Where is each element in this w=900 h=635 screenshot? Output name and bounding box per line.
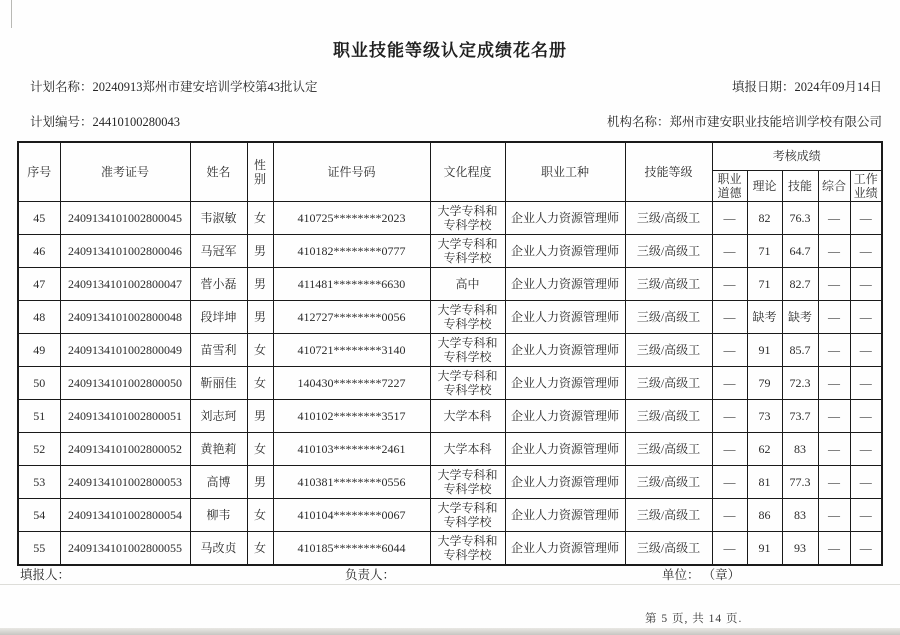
cell-occupation: 企业人力资源管理师: [505, 499, 625, 532]
cell-ticket: 2409134101002800050: [60, 367, 190, 400]
cell-work: —: [850, 499, 882, 532]
cell-edu: 大学专科和专科学校: [430, 235, 505, 268]
cell-comprehensive: —: [818, 400, 850, 433]
table-row: [18, 400, 882, 433]
cell-occupation: 企业人力资源管理师: [505, 400, 625, 433]
cell-comprehensive: —: [818, 367, 850, 400]
table-row: [18, 367, 882, 400]
col-header-ethics: 职业道德: [712, 170, 747, 202]
cell-edu: 大学本科: [430, 433, 505, 466]
cell-name: 苗雪利: [190, 334, 247, 367]
cell-comprehensive: —: [818, 301, 850, 334]
cell-edu: 大学专科和专科学校: [430, 301, 505, 334]
fill-date-label: 填报日期：: [731, 80, 795, 94]
cell-id: 410721********3140: [273, 334, 430, 367]
page-title: 职业技能等级认定成绩花名册: [333, 41, 567, 60]
table-row: [18, 235, 882, 268]
col-header-edu: 文化程度: [430, 142, 505, 202]
cell-ethics: —: [712, 466, 747, 499]
cell-ticket: 2409134101002800045: [60, 202, 190, 235]
plan-name-value: 20240913郑州市建安培训学校第43批认定: [92, 80, 318, 94]
cell-occupation: 企业人力资源管理师: [505, 268, 625, 301]
cell-level: 三级/高级工: [625, 202, 712, 235]
cell-theory: 71: [747, 235, 782, 268]
cell-skill: 85.7: [782, 334, 818, 367]
org-field: [607, 112, 882, 130]
cell-ethics: —: [712, 301, 747, 334]
table-row: [18, 466, 882, 499]
cell-gender: 男: [247, 466, 273, 499]
cell-seq: 52: [18, 433, 60, 466]
meta-row-plan: [0, 77, 900, 95]
cell-occupation: 企业人力资源管理师: [505, 433, 625, 466]
table-row: [18, 268, 882, 301]
cell-occupation: 企业人力资源管理师: [505, 202, 625, 235]
cell-id: 410103********2461: [273, 433, 430, 466]
col-header-name: 姓名: [190, 142, 247, 202]
cell-ethics: —: [712, 367, 747, 400]
col-header-score-group: 考核成绩: [712, 142, 882, 170]
col-header-gender: 性别: [247, 142, 273, 202]
cell-ethics: —: [712, 499, 747, 532]
cell-gender: 男: [247, 235, 273, 268]
cell-work: —: [850, 400, 882, 433]
cell-name: 段坢坤: [190, 301, 247, 334]
cell-name: 高博: [190, 466, 247, 499]
header-row-1: [18, 142, 882, 170]
cell-ethics: —: [712, 334, 747, 367]
cell-id: 140430********7227: [273, 367, 430, 400]
cell-theory: 91: [747, 334, 782, 367]
cell-ticket: 2409134101002800047: [60, 268, 190, 301]
cell-occupation: 企业人力资源管理师: [505, 367, 625, 400]
plan-no-field: [30, 112, 180, 130]
cell-edu: 大学专科和专科学校: [430, 367, 505, 400]
scan-artifact-left-edge: [11, 0, 12, 28]
cell-work: —: [850, 235, 882, 268]
cell-gender: 女: [247, 367, 273, 400]
cell-theory: 81: [747, 466, 782, 499]
cell-id: 410104********0067: [273, 499, 430, 532]
cell-ethics: —: [712, 202, 747, 235]
cell-ticket: 2409134101002800052: [60, 433, 190, 466]
table-row: [18, 433, 882, 466]
cell-gender: 女: [247, 433, 273, 466]
cell-name: 刘志珂: [190, 400, 247, 433]
cell-ethics: —: [712, 400, 747, 433]
cell-skill: 76.3: [782, 202, 818, 235]
fill-date-value: 2024年09月14日: [794, 80, 882, 94]
cell-theory: 82: [747, 202, 782, 235]
fill-date-field: [732, 77, 882, 95]
cell-level: 三级/高级工: [625, 235, 712, 268]
cell-work: —: [850, 367, 882, 400]
cell-work: —: [850, 433, 882, 466]
cell-theory: 73: [747, 400, 782, 433]
cell-work: —: [850, 532, 882, 565]
cell-edu: 大学专科和专科学校: [430, 466, 505, 499]
cell-level: 三级/高级工: [625, 466, 712, 499]
scan-artifact-bottom-edge: [0, 628, 900, 635]
cell-comprehensive: —: [818, 466, 850, 499]
col-header-level: 技能等级: [625, 142, 712, 202]
cell-name: 菅小磊: [190, 268, 247, 301]
cell-ticket: 2409134101002800046: [60, 235, 190, 268]
cell-name: 马冠军: [190, 235, 247, 268]
cell-level: 三级/高级工: [625, 367, 712, 400]
cell-seq: 50: [18, 367, 60, 400]
cell-work: —: [850, 301, 882, 334]
table-row: [18, 499, 882, 532]
cell-edu: 大学专科和专科学校: [430, 532, 505, 565]
col-header-ticket: 准考证号: [60, 142, 190, 202]
cell-ticket: 2409134101002800053: [60, 466, 190, 499]
cell-comprehensive: —: [818, 235, 850, 268]
cell-seq: 53: [18, 466, 60, 499]
cell-ethics: —: [712, 433, 747, 466]
cell-comprehensive: —: [818, 268, 850, 301]
cell-work: —: [850, 334, 882, 367]
cell-gender: 女: [247, 499, 273, 532]
cell-gender: 男: [247, 301, 273, 334]
cell-seq: 45: [18, 202, 60, 235]
cell-name: 柳韦: [190, 499, 247, 532]
cell-id: 410102********3517: [273, 400, 430, 433]
cell-comprehensive: —: [818, 202, 850, 235]
cell-seq: 54: [18, 499, 60, 532]
plan-no-value: 24410100280043: [92, 115, 181, 129]
cell-id: 412727********0056: [273, 301, 430, 334]
cell-edu: 高中: [430, 268, 505, 301]
cell-level: 三级/高级工: [625, 334, 712, 367]
cell-edu: 大学本科: [430, 400, 505, 433]
cell-gender: 男: [247, 400, 273, 433]
cell-occupation: 企业人力资源管理师: [505, 334, 625, 367]
table-row: [18, 301, 882, 334]
cell-id: 410725********2023: [273, 202, 430, 235]
cell-work: —: [850, 466, 882, 499]
cell-ethics: —: [712, 235, 747, 268]
cell-occupation: 企业人力资源管理师: [505, 235, 625, 268]
col-header-occupation: 职业工种: [505, 142, 625, 202]
table-row: [18, 532, 882, 565]
org-label: 机构名称：: [606, 115, 670, 129]
cell-skill: 93: [782, 532, 818, 565]
cell-gender: 女: [247, 532, 273, 565]
cell-seq: 46: [18, 235, 60, 268]
cell-occupation: 企业人力资源管理师: [505, 301, 625, 334]
cell-id: 411481********6630: [273, 268, 430, 301]
cell-level: 三级/高级工: [625, 301, 712, 334]
cell-id: 410182********0777: [273, 235, 430, 268]
cell-skill: 82.7: [782, 268, 818, 301]
cell-comprehensive: —: [818, 433, 850, 466]
cell-ticket: 2409134101002800048: [60, 301, 190, 334]
col-header-theory: 理论: [747, 170, 782, 202]
col-header-comprehensive: 综合: [818, 170, 850, 202]
cell-edu: 大学专科和专科学校: [430, 202, 505, 235]
plan-name-label: 计划名称：: [30, 80, 93, 94]
cell-theory: 缺考: [747, 301, 782, 334]
cell-theory: 62: [747, 433, 782, 466]
cell-id: 410185********6044: [273, 532, 430, 565]
cell-gender: 女: [247, 202, 273, 235]
cell-ethics: —: [712, 532, 747, 565]
col-header-work: 工作业绩: [850, 170, 882, 202]
table-row: [18, 202, 882, 235]
cell-comprehensive: —: [818, 499, 850, 532]
cell-ticket: 2409134101002800051: [60, 400, 190, 433]
cell-theory: 71: [747, 268, 782, 301]
cell-ethics: —: [712, 268, 747, 301]
table-body: [18, 202, 882, 565]
cell-theory: 91: [747, 532, 782, 565]
cell-occupation: 企业人力资源管理师: [505, 466, 625, 499]
cell-theory: 86: [747, 499, 782, 532]
cell-level: 三级/高级工: [625, 532, 712, 565]
plan-name-field: [30, 77, 318, 95]
cell-seq: 48: [18, 301, 60, 334]
cell-seq: 49: [18, 334, 60, 367]
cell-skill: 83: [782, 433, 818, 466]
cell-comprehensive: —: [818, 532, 850, 565]
cell-skill: 72.3: [782, 367, 818, 400]
cell-skill: 73.7: [782, 400, 818, 433]
cell-name: 黄艳莉: [190, 433, 247, 466]
col-header-id: 证件号码: [273, 142, 430, 202]
col-header-seq: 序号: [18, 142, 60, 202]
meta-row-org: [0, 112, 900, 130]
cell-work: —: [850, 202, 882, 235]
org-value: 郑州市建安职业技能培训学校有限公司: [669, 115, 882, 129]
table-row: [18, 334, 882, 367]
cell-ticket: 2409134101002800055: [60, 532, 190, 565]
cell-skill: 缺考: [782, 301, 818, 334]
col-header-skill: 技能: [782, 170, 818, 202]
cell-seq: 51: [18, 400, 60, 433]
page-number: 第 5 页, 共 14 页.: [645, 613, 743, 625]
cell-gender: 男: [247, 268, 273, 301]
cell-comprehensive: —: [818, 334, 850, 367]
cell-edu: 大学专科和专科学校: [430, 334, 505, 367]
filler-label: 填报人：: [20, 568, 71, 582]
cell-level: 三级/高级工: [625, 433, 712, 466]
cell-level: 三级/高级工: [625, 268, 712, 301]
unit-seal-label: 单位： （章）: [662, 568, 741, 582]
manager-label: 负责人：: [345, 568, 396, 582]
cell-name: 马改贞: [190, 532, 247, 565]
results-table: [17, 141, 883, 566]
cell-level: 三级/高级工: [625, 400, 712, 433]
cell-level: 三级/高级工: [625, 499, 712, 532]
cell-gender: 女: [247, 334, 273, 367]
cell-work: —: [850, 268, 882, 301]
cell-ticket: 2409134101002800049: [60, 334, 190, 367]
cell-ticket: 2409134101002800054: [60, 499, 190, 532]
cell-theory: 79: [747, 367, 782, 400]
cell-skill: 83: [782, 499, 818, 532]
cell-name: 靳丽佳: [190, 367, 247, 400]
plan-no-label: 计划编号：: [30, 115, 93, 129]
scan-artifact-line: [0, 584, 900, 585]
cell-seq: 55: [18, 532, 60, 565]
cell-id: 410381********0556: [273, 466, 430, 499]
cell-seq: 47: [18, 268, 60, 301]
cell-skill: 77.3: [782, 466, 818, 499]
cell-name: 韦淑敏: [190, 202, 247, 235]
cell-occupation: 企业人力资源管理师: [505, 532, 625, 565]
cell-edu: 大学专科和专科学校: [430, 499, 505, 532]
cell-skill: 64.7: [782, 235, 818, 268]
